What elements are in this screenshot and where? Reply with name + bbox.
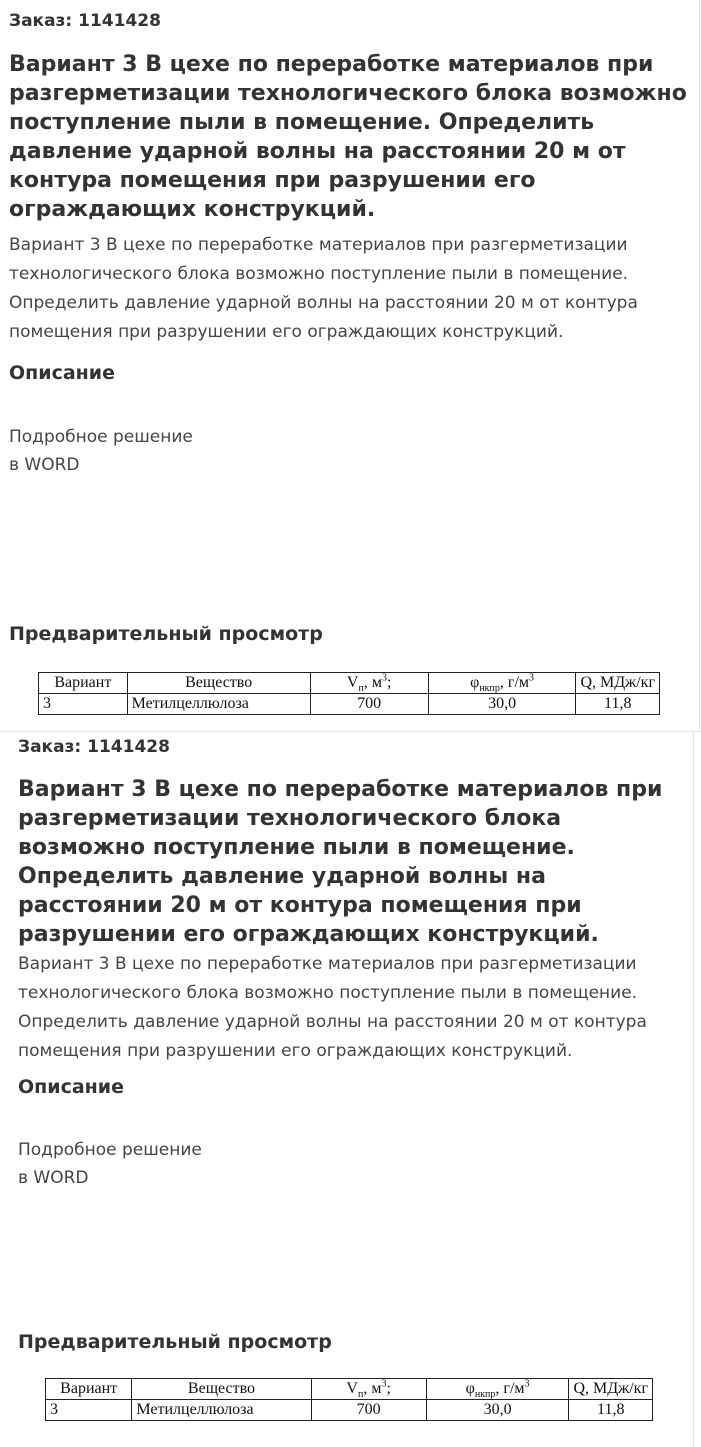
cell-energy: 11,8 <box>576 694 660 715</box>
description-line: в WORD <box>9 455 80 475</box>
cell-variant: 3 <box>46 1400 132 1421</box>
table-row <box>46 1400 653 1421</box>
header-substance: Вещество <box>127 673 310 694</box>
body-text: Вариант 3 В цехе по переработке материалов при разгерметизации технологического блока возможно поступление пыли в помещение. Определить давление ударной волны на расстоянии 20 м от контура помещения при разрушении его ограждающих конструкций. <box>18 954 647 1061</box>
page-title: Вариант 3 В цехе по переработке материалов при разгерметизации технологического блока возможно поступление пыли в помещение. Определить давление ударной волны на расстоянии 20 м от контура помещения при разрушении его ограждающих конструкций. <box>18 777 663 947</box>
preview-heading: Предварительный просмотр <box>9 623 323 645</box>
table-row <box>39 694 660 715</box>
header-energy: Q, МДж/кг <box>569 1379 653 1400</box>
cell-energy: 11,8 <box>569 1400 653 1421</box>
header-phi: $\varphi_{нкпр}$, $г/м^3$ <box>428 673 576 694</box>
cell-substance: Метилцеллюлоза <box>127 694 310 715</box>
preview-panel-2 <box>10 731 694 1447</box>
description-heading: Описание <box>9 362 116 384</box>
data-table <box>45 1378 653 1421</box>
preview-heading: Предварительный просмотр <box>18 1331 332 1353</box>
description-line: Подробное решение <box>9 427 193 447</box>
description-line: в WORD <box>18 1168 89 1188</box>
header-variant: Вариант <box>39 673 128 694</box>
cell-substance: Метилцеллюлоза <box>132 1400 311 1421</box>
description-heading: Описание <box>18 1076 125 1098</box>
cell-phi: 30,0 <box>428 694 576 715</box>
cell-volume: 700 <box>311 1400 426 1421</box>
description-text <box>9 423 193 479</box>
header-substance: Вещество <box>132 1379 311 1400</box>
body-text: Вариант 3 В цехе по переработке материалов при разгерметизации технологического блока возможно поступление пыли в помещение. Определить давление ударной волны на расстоянии 20 м от контура помещения при разрушении его ограждающих конструкций. <box>9 235 638 342</box>
description-text <box>18 1136 202 1192</box>
header-energy: Q, МДж/кг <box>576 673 660 694</box>
order-number: Заказ: 1141428 <box>9 11 161 31</box>
description-line: Подробное решение <box>18 1140 202 1160</box>
header-variant: Вариант <box>46 1379 132 1400</box>
cell-volume: 700 <box>310 694 428 715</box>
header-volume: $V_п$, $м^3$; <box>311 1379 426 1400</box>
cell-phi: 30,0 <box>426 1400 569 1421</box>
data-table <box>38 672 660 715</box>
header-volume: $V_п$, $м^3$; <box>310 673 428 694</box>
table-header-row <box>46 1379 653 1400</box>
table-header-row <box>39 673 660 694</box>
header-phi: $\varphi_{нкпр}$, $г/м^3$ <box>426 1379 569 1400</box>
cell-variant: 3 <box>39 694 128 715</box>
page-title: Вариант 3 В цехе по переработке материалов при разгерметизации технологического блока возможно поступление пыли в помещение. Определить давление ударной волны на расстоянии 20 м от контура помещения при разрушении его ограждающих конструкций. <box>9 52 687 222</box>
order-number: Заказ: 1141428 <box>18 737 170 757</box>
